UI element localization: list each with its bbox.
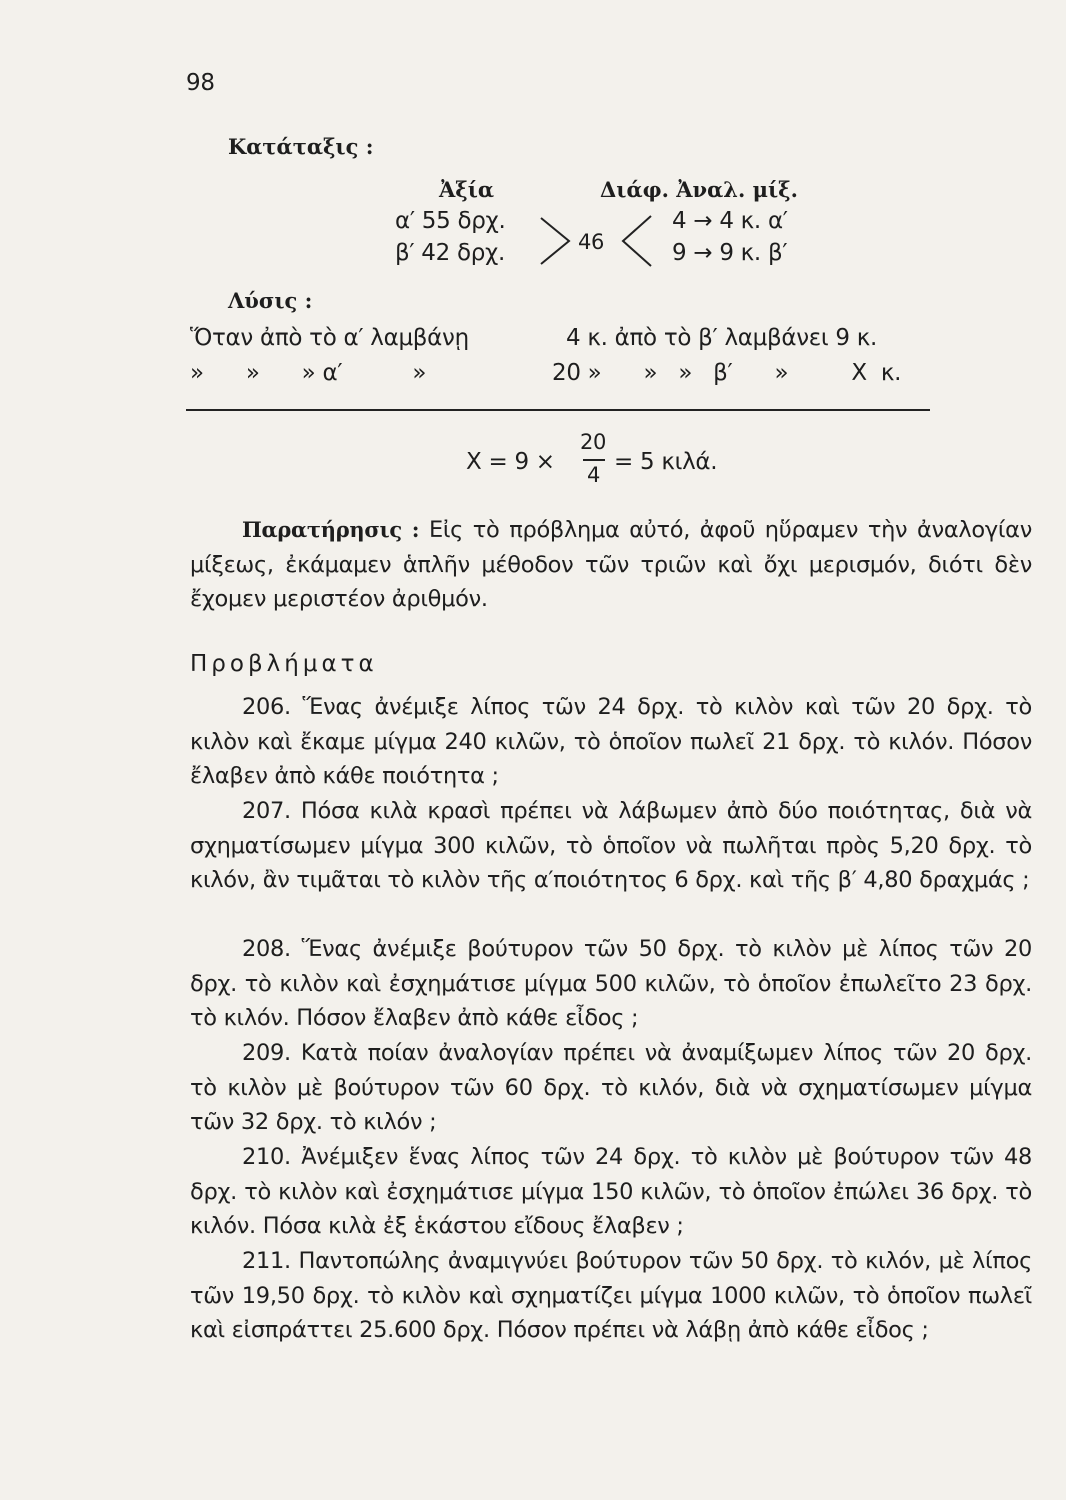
solution-line-1a: Ὅταν ἀπὸ τὸ α′ λαμβάνῃ <box>190 325 469 351</box>
fraction-bar <box>583 459 605 461</box>
difference-row-a: 4 → 4 κ. α′ <box>672 208 788 234</box>
value-row-b: β′ 42 δρχ. <box>395 240 506 266</box>
problem-208: 208. Ἕνας ἀνέμιξε βούτυρον τῶν 50 δρχ. τὸ κιλὸν μὲ λίπος τῶν 20 δρχ. τὸ κιλὸν καὶ ἐσχημάτισε μίγμα 500 κιλῶν, τὸ ὁποῖον ἐπωλεῖτο 23 δρχ. τὸ κιλόν. Πόσον ἔλαβεν ἀπὸ κάθε εἶδος ; <box>190 936 1032 1031</box>
mean-price: 46 <box>578 230 605 254</box>
solution-line-1b: 4 κ. ἀπὸ τὸ β′ λαμβάνει 9 κ. <box>566 325 877 351</box>
difference-header: Διάφ. Ἀναλ. μίξ. <box>600 177 798 202</box>
solution-line-2a: » » » α′ » <box>190 360 427 386</box>
problem-210: 210. Ἀνέμιξεν ἕνας λίπος τῶν 24 δρχ. τὸ κιλὸν μὲ βούτυρον τῶν 48 δρχ. τὸ κιλὸν καὶ ἐσχημάτισε μίγμα 150 κιλῶν, τὸ ὁποῖον ἐπώλει 36 δρχ. τὸ κιλόν. Πόσα κιλὰ ἐξ ἑκάστου εἴδους ἔλαβεν ; <box>190 1144 1032 1239</box>
fraction-numerator: 20 <box>580 430 607 454</box>
value-row-a: α′ 55 δρχ. <box>395 208 506 234</box>
kataxis-label: Κατάταξις : <box>228 134 374 159</box>
problem-211: 211. Παντοπώλης ἀναμιγνύει βούτυρον τῶν 50 δρχ. τὸ κιλόν, μὲ λίπος τῶν 19,50 δρχ. τὸ κιλὸν καὶ σχηματίζει μίγμα 1000 κιλῶν, τὸ ὁποῖον πωλεῖ καὶ εἰσπράττει 25.600 δρχ. Πόσον πρέπει νὰ λάβῃ ἀπὸ κάθε εἶδος ; <box>190 1248 1032 1343</box>
problems-heading: Προβλήματα <box>190 651 378 677</box>
formula-right: = 5 κιλά. <box>614 449 718 475</box>
value-header: Ἀξία <box>439 177 495 202</box>
problem-207: 207. Πόσα κιλὰ κρασὶ πρέπει νὰ λάβωμεν ἀπὸ δύο ποιότητας, διὰ νὰ σχηματίσωμεν μίγμα 300 κιλῶν, τὸ ὁποῖον νὰ πωλῆται πρὸς 5,20 δρχ. τὸ κιλόν, ἂν τιμᾶται τὸ κιλὸν τῆς α′ποιότητος 6 δρχ. καὶ τῆς β′ 4,80 δραχμάς ; <box>190 798 1032 893</box>
solution-divider <box>186 409 930 411</box>
formula-left: Χ = 9 × <box>466 449 555 475</box>
page-number: 98 <box>186 70 215 96</box>
observation-paragraph <box>190 513 1032 617</box>
observation-label: Παρατήρησις : <box>242 517 420 542</box>
comparison-brackets <box>538 212 688 272</box>
problem-206: 206. Ἕνας ἀνέμιξε λίπος τῶν 24 δρχ. τὸ κιλὸν καὶ τῶν 20 δρχ. τὸ κιλὸν καὶ ἔκαμε μίγμα 240 κιλῶν, τὸ ὁποῖον πωλεῖ 21 δρχ. τὸ κιλόν. Πόσον ἔλαβεν ἀπὸ κάθε ποιότητα ; <box>190 694 1032 789</box>
problem-209: 209. Κατὰ ποίαν ἀναλογίαν πρέπει νὰ ἀναμίξωμεν λίπος τῶν 20 δρχ. τὸ κιλὸν μὲ βούτυρον τῶν 60 δρχ. τὸ κιλόν, διὰ νὰ σχηματίσωμεν μίγμα τῶν 32 δρχ. τὸ κιλόν ; <box>190 1040 1032 1135</box>
fraction-denominator: 4 <box>587 463 601 487</box>
observation-text: Εἰς τὸ πρόβλημα αὐτό, ἀφοῦ ηὕραμεν τὴν ἀναλογίαν μίξεως, ἐκάμαμεν ἁπλῆν μέθοδον τῶν τριῶν καὶ ὄχι μερισμόν, διότι δὲν ἔχομεν μεριστέον ἀριθμόν. <box>190 517 1032 612</box>
solution-line-2b: 20 » » » β′ » Χ κ. <box>552 360 902 386</box>
lysis-label: Λύσις : <box>228 288 313 313</box>
difference-row-b: 9 → 9 κ. β′ <box>672 240 788 266</box>
